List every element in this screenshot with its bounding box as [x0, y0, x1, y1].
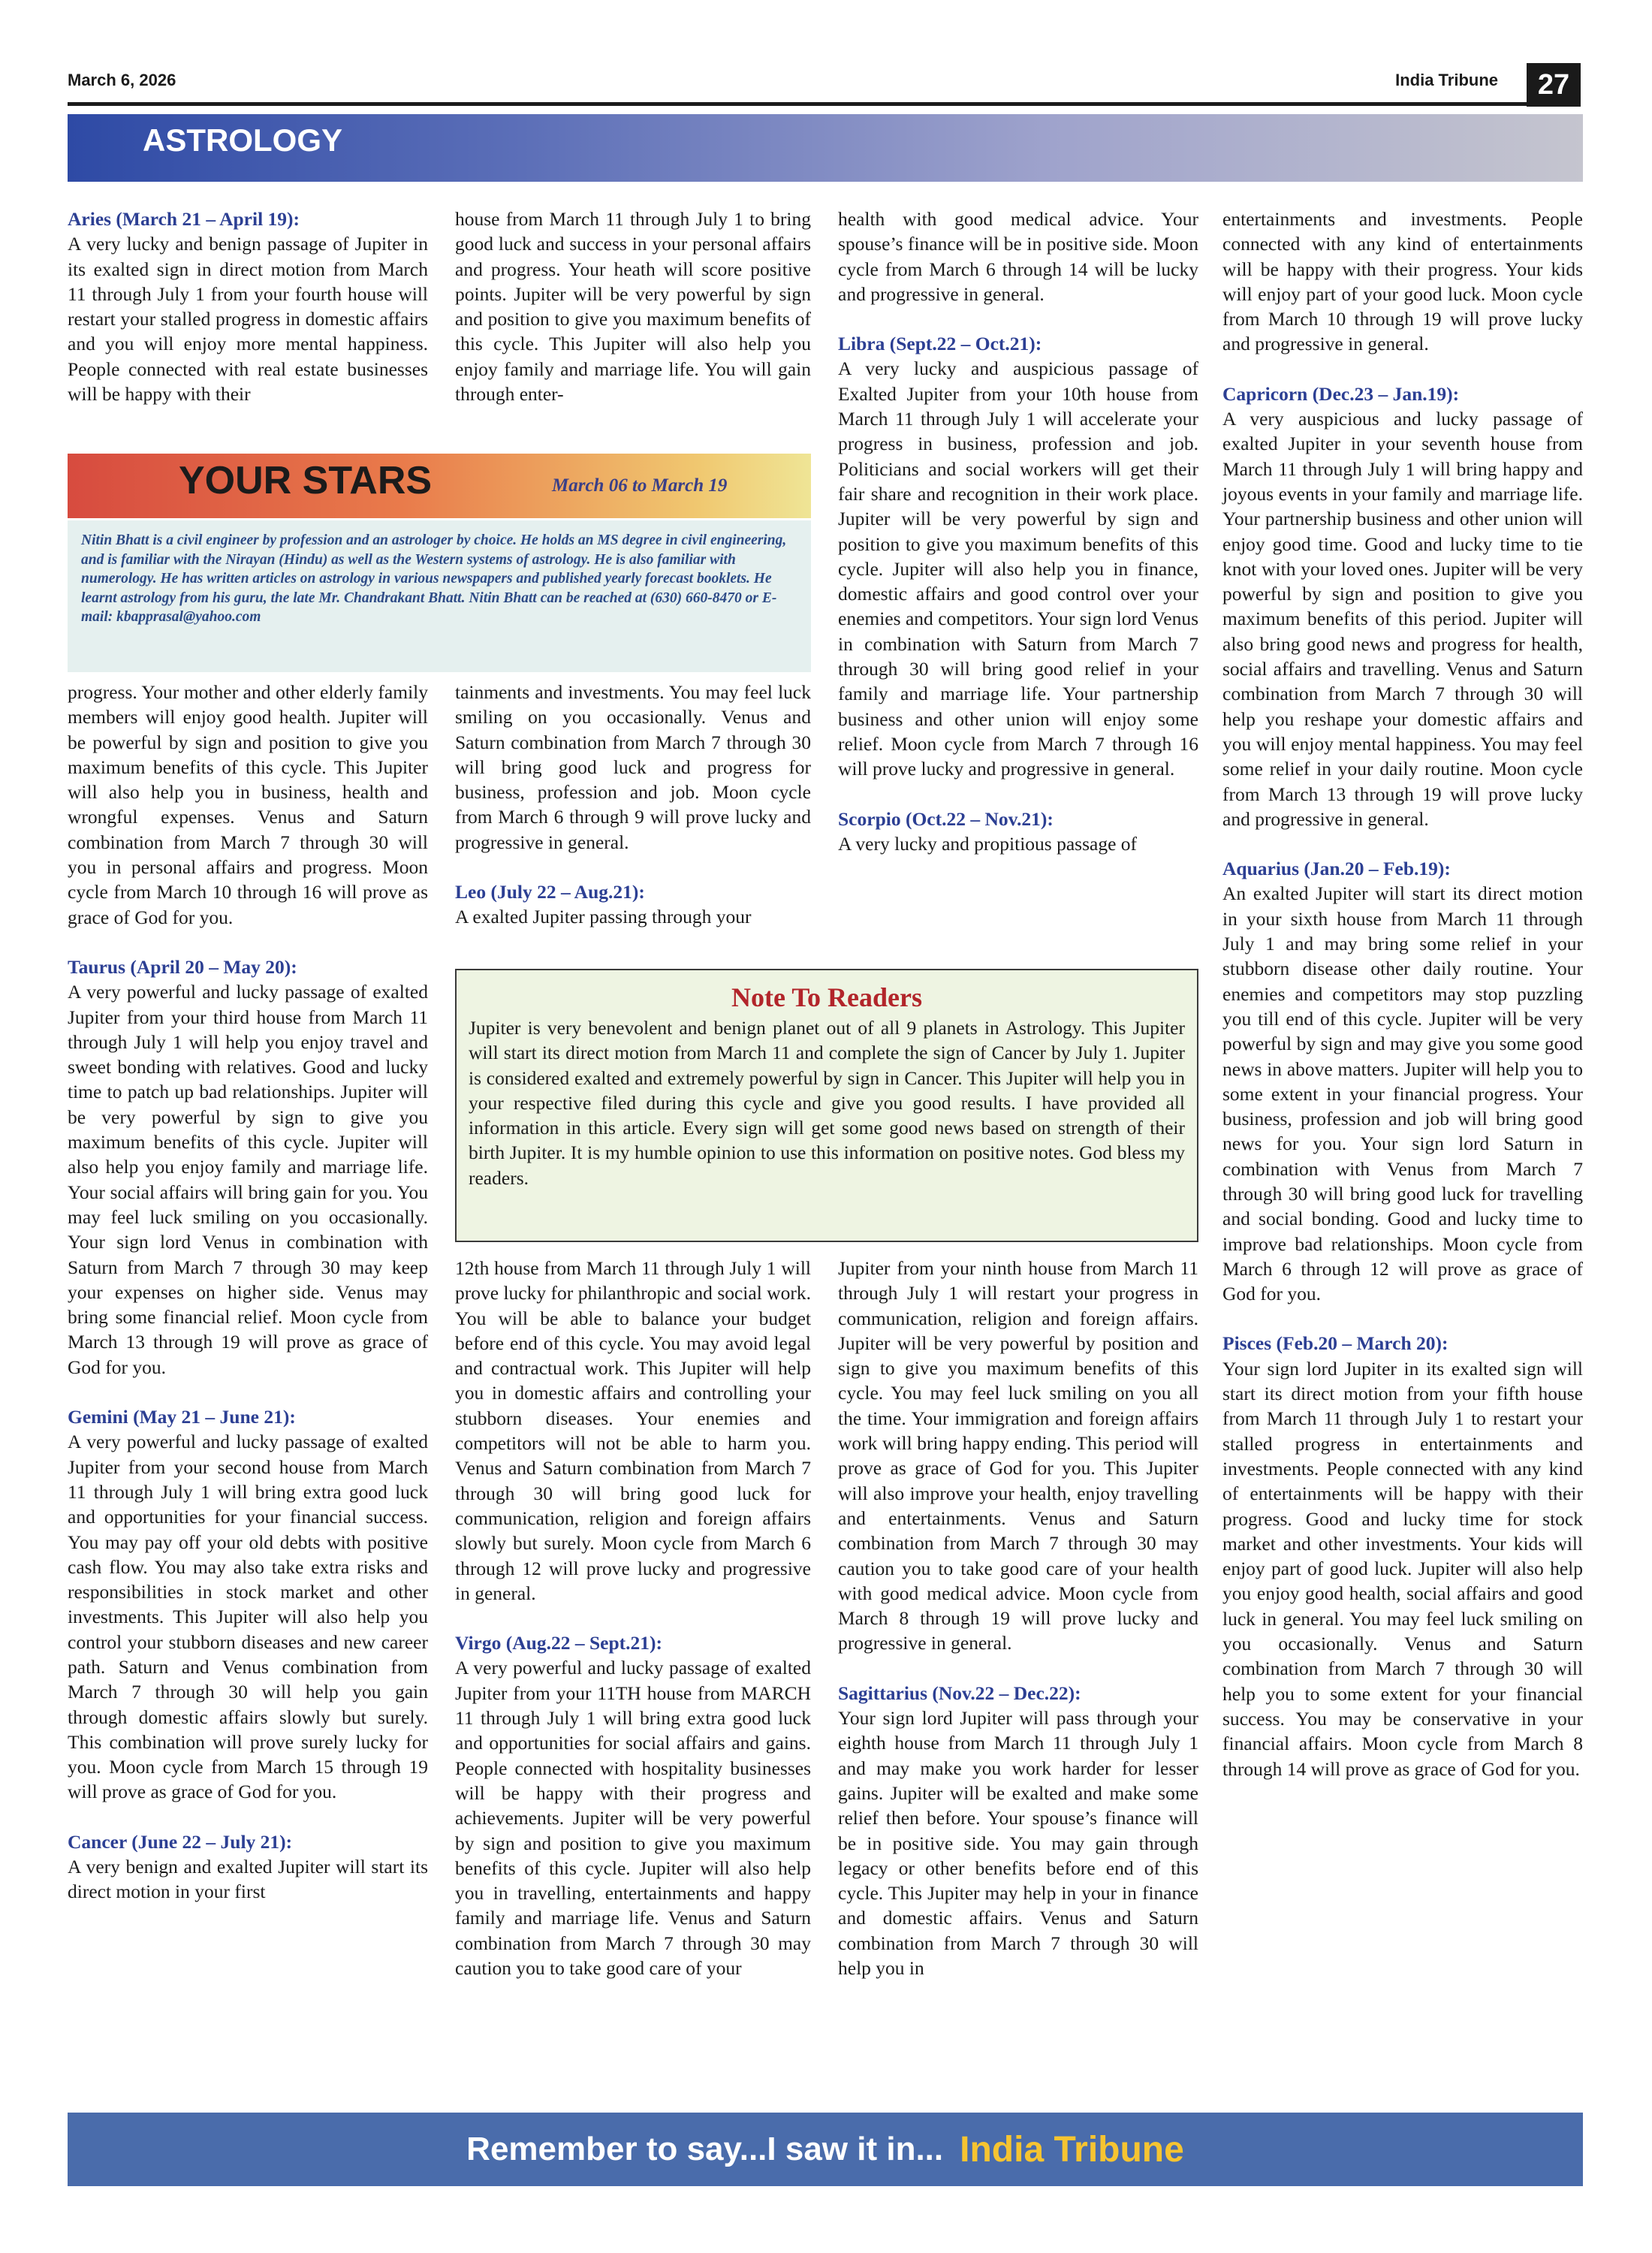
- pisces-text: Your sign lord Jupiter in its exalted sign will start its direct motion from your fifth house from March 11 through July 1 to restart your stalled progress in entertainments and investments. People connected with any kind of entertainments will be happy with their progress. Good and lucky time for stock market and other investments. Your kids will enjoy part of good luck. Jupiter will also help you enjoy good health, social affairs and good luck in general. You may feel luck smiling on you occasionally. Venus and Saturn combination from March 7 through 30 will help you to some extent for your financial success. You may be conservative in your financial affairs. Moon cycle from March 8 through 14 will prove as grace of God for you.: [1222, 1357, 1583, 1780]
- issue-date: March 6, 2026: [68, 71, 176, 89]
- note-body: Jupiter is very benevolent and benign planet out of all 9 planets in Astrology. This Jupiter will start its direct motion from March 11 and complete the sign of Cancer by July 1. Jupiter is considered exalted and extremely powerful by sign in Cancer. This Jupiter will help you in your respective filed during this cycle and give you good results. I have provided all information in this article. Every sign will get some good news based on strength of their birth Jupiter. It is my humble opinion to use this information on positive notes. God bless my readers.: [469, 1017, 1185, 1189]
- scorpio-heading: Scorpio (Oct.22 – Nov.21):: [838, 807, 1054, 830]
- libra-text: A very lucky and auspicious passage of Exalted Jupiter from your 10th house from March 11 through July 1 will accelerate your progress in business, profession and job. Politicians and social workers will get their fair share and recognition in their work place. Jupiter will be very powerful by sign and position to give you maximum benefits of this cycle. Jupiter will also help you in finance, domestic affairs and good control over your enemies and competitors. Your sign lord Venus in combination with Saturn from March 7 through 30 will bring good relief in your family and marriage life. Your partnership business and other union will enjoy some relief. Moon cycle from March 7 through 16 will prove lucky and progressive in general.: [838, 357, 1198, 780]
- aries-text-continued: progress. Your mother and other elderly family members will enjoy good health. Jupiter will be powerful by sign and position to give you maximum benefits of this cycle. This Jupiter will also help you in business, health and wrongful expenses. Venus and Saturn combination from March 7 through 30 will you in personal affairs and progress. Moon cycle from March 10 through 16 will prove as grace of God for you.: [68, 681, 428, 928]
- capricorn-heading: Capricorn (Dec.23 – Jan.19):: [1222, 382, 1460, 405]
- leo-heading: Leo (July 22 – Aug.21):: [455, 881, 645, 903]
- gemini-heading: Gemini (May 21 – June 21):: [68, 1406, 296, 1428]
- note-to-readers: [455, 969, 1198, 1242]
- publication-name: India Tribune: [1395, 71, 1498, 89]
- your-stars-title: YOUR STARS: [179, 459, 433, 502]
- virgo-heading: Virgo (Aug.22 – Sept.21):: [455, 1632, 662, 1654]
- virgo-text-end: health with good medical advice. Your spouse’s finance will be in positive side. Moon cycle from March 6 through 14 will be lucky and progressive in general.: [838, 208, 1198, 305]
- column-1-top: [68, 207, 428, 432]
- cancer-text-end: tainments and investments. You may feel luck smiling on you occasionally. Venus and Saturn combination from March 7 through 30 will bring good luck and progress for business, profession and job. Moon cycle from March 6 through 9 will prove lucky and progressive in general.: [455, 681, 811, 853]
- footer-slogan: Remember to say...I saw it in...: [466, 2131, 944, 2167]
- libra-heading: Libra (Sept.22 – Oct.21):: [838, 333, 1042, 355]
- scorpio-text-continued: Jupiter from your ninth house from March 11 through July 1 will restart your progress in communication, religion and foreign affairs. Jupiter will be very powerful by position and sign to give you maximum benefits of this cycle. You may feel luck smiling on you all the time. Your immigration and foreign affairs work will bring happy ending. This period will prove as grace of God for you. This Jupiter will also improve your health, enjoy travelling and entertainments. Venus and Saturn combination from March 7 through 30 may caution you to take good care of your health with good medical advice. Moon cycle from March 8 through 19 will prove lucky and progressive in general.: [838, 1257, 1198, 1654]
- aquarius-text: An exalted Jupiter will start its direct motion in your sixth house from March 11 through July 1 and may bring some relief in your stubborn disease other daily routine. Your enemies and competitors may stop puzzling you till end of this cycle. Jupiter will be very powerful by sign and may give you some good news in above matters. Jupiter will help you to some extent in your financial progress. Your business, profession and job will bring good news for you. Your sign lord Saturn in combination with Venus from March 7 through 30 will bring good luck for travelling and social bonding. Good and lucky time to improve bad relationships. Moon cycle from March 6 through 12 will prove as grace of God for you.: [1222, 882, 1583, 1305]
- column-2-mid: [455, 680, 811, 958]
- column-1-lower: [68, 680, 428, 2084]
- header-rule: [68, 102, 1527, 106]
- column-2-lower: [455, 1256, 811, 2089]
- sagittarius-text: Your sign lord Jupiter will pass through your eighth house from March 11 through July 1 and may make you work harder for lesser gains. Jupiter will be exalted and make some relief then before. Your spouse’s finance will be in positive side. You may gain through legacy or other benefits before end of this cycle. This Jupiter may help in your in finance and domestic affairs. Venus and Saturn combination from March 7 through 30 will help you in: [838, 1707, 1198, 1980]
- sagittarius-text-end: entertainments and investments. People connected with any kind of entertainments will be happy with their progress. Your kids will enjoy part of your good luck. Moon cycle from March 10 through 19 will prove lucky and progressive in general.: [1222, 208, 1583, 355]
- your-stars-date-range: March 06 to March 19: [552, 475, 728, 496]
- note-title: Note To Readers: [731, 982, 922, 1012]
- aries-heading: Aries (March 21 – April 19):: [68, 208, 300, 230]
- section-title: ASTROLOGY: [143, 122, 343, 158]
- taurus-heading: Taurus (April 20 – May 20):: [68, 955, 297, 978]
- cancer-text-continued: house from March 11 through July 1 to bring good luck and success in your personal affairs and progress. Your heath will score positive points. Jupiter will be very powerful by sign and position to give you maximum benefits of this cycle. This Jupiter will also help you enjoy family and marriage life. You will gain through enter-: [455, 208, 811, 406]
- cancer-heading: Cancer (June 22 – July 21):: [68, 1830, 293, 1853]
- column-3-lower: [838, 1256, 1198, 2089]
- pisces-heading: Pisces (Feb.20 – March 20):: [1222, 1332, 1449, 1355]
- virgo-text: A very powerful and lucky passage of exalted Jupiter from your 11TH house from MARCH 11 through July 1 will bring extra good luck and opportunities for social affairs and gains. People connected with hospitality businesses will be happy with their progress and achievements. Jupiter will be very powerful by sign and position to give you maximum benefits of this cycle. Jupiter will also help you in travelling, entertainments and happy family and marriage life. Venus and Saturn combination from March 7 through 30 may caution you to take good care of your: [455, 1657, 811, 1980]
- taurus-text: A very powerful and lucky passage of exalted Jupiter from your third house from March 11 through July 1 will help you enjoy travel and sweet bonding with relatives. Good and lucky time to patch up bad relationships. Jupiter will be very powerful by sign to give you maximum benefits of this cycle. Jupiter will also help you enjoy family and marriage life. Your social affairs will bring gain for you. You may feel luck smiling on you occasionally. Your sign lord Venus in combination with Saturn from March 7 through 30 may keep your expenses on higher side. Venus may bring some financial relief. Moon cycle from March 13 through 19 will prove as grace of God for you.: [68, 981, 428, 1378]
- author-bio: Nitin Bhatt is a civil engineer by profession and an astrologer by choice. He holds an MS degree in civil engineering, and is familiar with the Nirayan (Hindu) as well as the Western systems of astrology. He is also familiar with numerology. He has written articles on astrology in various newspapers and published yearly forecast booklets. He learnt astrology from his guru, the late Mr. Chandrakant Bhatt. Nitin Bhatt can be reached at (630) 660-8470 or E-mail: kbapprasal@yahoo.com: [68, 520, 811, 672]
- cancer-text: A very benign and exalted Jupiter will start its direct motion in your first: [68, 1856, 428, 1903]
- column-4: [1222, 207, 1583, 2088]
- scorpio-text: A very lucky and propitious passage of: [838, 832, 1138, 855]
- page-number: 27: [1527, 63, 1581, 107]
- leo-text: A exalted Jupiter passing through your: [455, 906, 752, 928]
- footer-banner: [68, 2113, 1583, 2186]
- aries-text: A very lucky and benign passage of Jupiter in its exalted sign in direct motion from March 11 through July 1 from your fourth house will restart your stalled progress in domestic affairs and you will enjoy more mental happiness. People connected with real estate businesses will be happy with their: [68, 233, 428, 406]
- aquarius-heading: Aquarius (Jan.20 – Feb.19):: [1222, 858, 1451, 880]
- column-2-top: [455, 207, 811, 432]
- sagittarius-heading: Sagittarius (Nov.22 – Dec.22):: [838, 1681, 1081, 1704]
- capricorn-text: A very auspicious and lucky passage of exalted Jupiter in your seventh house from March 11 through July 1 will bring happy and joyous events in your family and marriage life. Your partnership business and other union will enjoy good time. Good and lucky time to tie knot with your loved ones. Jupiter will be very powerful by sign and position to give you maximum benefits of this period. Jupiter will also bring good news and progress for health, social affairs and travelling. Venus and Saturn combination from March 7 through 30 will help you reshape your domestic affairs and you will enjoy mental happiness. You may feel some relief in your daily routine. Moon cycle from March 13 through 19 will prove lucky and progressive in general.: [1222, 408, 1583, 830]
- gemini-text: A very powerful and lucky passage of exalted Jupiter from your second house from March 11 through July 1 will bring extra good luck and opportunities for your financial success. You may pay off your old debts with positive cash flow. You may also take extra risks and responsibilities in stock market and other investments. This Jupiter will also help you control your stubborn diseases and new career path. Saturn and Venus combination from March 7 through 30 will help you gain through domestic affairs slowly but surely. This combination will prove surely lucky for you. Moon cycle from March 15 through 19 will prove as grace of God for you.: [68, 1431, 428, 1803]
- column-3-top: [838, 207, 1198, 958]
- leo-text-continued: 12th house from March 11 through July 1 will prove lucky for philanthropic and social work. You will be able to balance your budget before end of this cycle. You may avoid legal and contractual work. This Jupiter will help you in domestic affairs and controlling your stubborn diseases. Your enemies and competitors will not be able to harm you. Venus and Saturn combination from March 7 through 30 will bring good luck for communication, religion and foreign affairs slowly but surely. Moon cycle from March 6 through 12 will prove lucky and progressive in general.: [455, 1257, 811, 1604]
- footer-brand: India Tribune: [960, 2129, 1184, 2170]
